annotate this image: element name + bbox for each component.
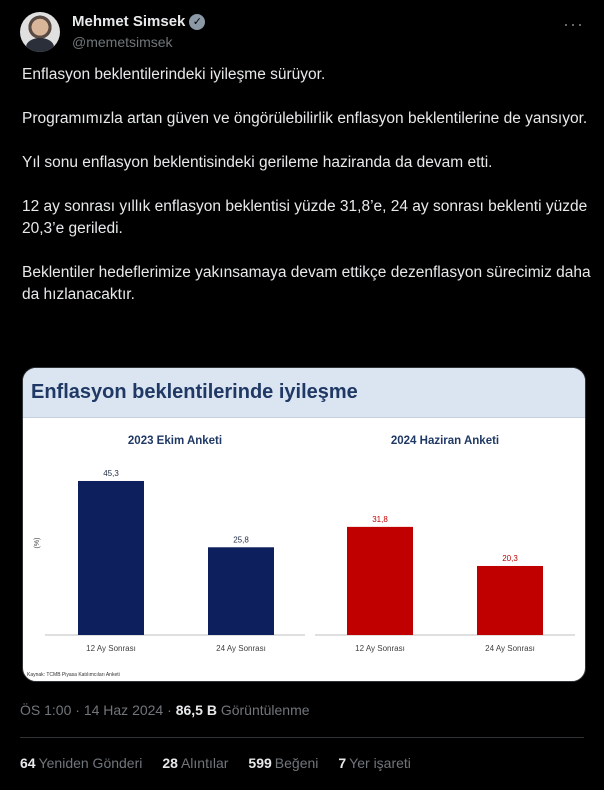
tweet-date[interactable]: 14 Haz 2024 <box>83 702 164 718</box>
data-label: 31,8 <box>372 514 388 524</box>
tweet-paragraph: Beklentiler hedeflerimize yakınsamaya devam ettikçe dezenflasyon sürecimiz daha da hızlanacaktır. <box>22 264 591 303</box>
reposts-stat[interactable] <box>20 755 142 771</box>
card-title: Enflasyon beklentilerinde iyileşme <box>31 381 358 403</box>
tweet-header <box>20 12 584 56</box>
bar <box>78 481 144 635</box>
more-options-icon[interactable]: ··· <box>563 14 584 34</box>
tweet-meta <box>20 702 310 718</box>
bookmarks-count: 7 <box>338 755 347 771</box>
tweet-text <box>22 64 592 328</box>
bookmarks-label: Yer işareti <box>349 755 411 771</box>
engagement-stats <box>20 755 411 771</box>
chart-title: 2023 Ekim Anketi <box>127 435 223 447</box>
likes-stat[interactable] <box>248 755 318 771</box>
bar <box>208 547 274 635</box>
tweet-paragraph: Programımızla artan güven ve öngörülebilirlik enflasyon beklentilerine de yansıyor. <box>22 110 588 127</box>
bookmarks-stat[interactable] <box>338 755 411 771</box>
y-axis-label: (%) <box>34 537 41 549</box>
chart-source: Kaynak: TCMB Piyasa Katılımcıları Anketi <box>27 672 120 678</box>
meta-separator: · <box>75 702 80 718</box>
quotes-stat[interactable] <box>162 755 228 771</box>
data-label: 20,3 <box>502 553 518 563</box>
tweet-paragraph: Enflasyon beklentilerindeki iyileşme sürüyor. <box>22 66 326 83</box>
category-label: 24 Ay Sonrası <box>216 644 266 653</box>
quotes-label: Alıntılar <box>180 755 229 771</box>
bar <box>477 566 543 635</box>
author-handle[interactable]: @memetsimsek <box>72 34 173 50</box>
chart-title: 2024 Haziran Anketi <box>390 435 500 447</box>
meta-separator: · <box>167 702 172 718</box>
likes-label: Beğeni <box>274 755 319 771</box>
category-label: 24 Ay Sonrası <box>485 644 535 653</box>
author-name[interactable]: Mehmet Simsek <box>72 13 186 30</box>
reposts-count: 64 <box>20 755 36 771</box>
category-label: 12 Ay Sonrası <box>86 644 136 653</box>
category-label: 12 Ay Sonrası <box>355 644 405 653</box>
reposts-label: Yeniden Gönderi <box>38 755 143 771</box>
bar <box>347 527 413 635</box>
quotes-count: 28 <box>162 755 178 771</box>
views-label: Görüntülenme <box>220 702 310 718</box>
likes-count: 599 <box>248 755 272 771</box>
media-card[interactable] <box>22 367 586 682</box>
avatar[interactable] <box>20 12 60 52</box>
divider <box>20 737 584 738</box>
data-label: 45,3 <box>103 468 119 478</box>
author-name-row <box>72 13 205 30</box>
tweet-time[interactable]: ÖS 1:00 <box>20 702 72 718</box>
tweet-paragraph: Yıl sonu enflasyon beklentisindeki gerileme haziranda da devam etti. <box>22 154 493 171</box>
tweet-paragraph: 12 ay sonrası yıllık enflasyon beklentisi yüzde 31,8’e, 24 ay sonrası beklenti yüzde 20,3’e geriledi. <box>22 198 588 237</box>
views-count: 86,5 B <box>175 702 217 718</box>
verified-badge-icon[interactable]: ✓ <box>189 14 205 30</box>
data-label: 25,8 <box>233 535 249 545</box>
chart-svg <box>23 368 586 682</box>
